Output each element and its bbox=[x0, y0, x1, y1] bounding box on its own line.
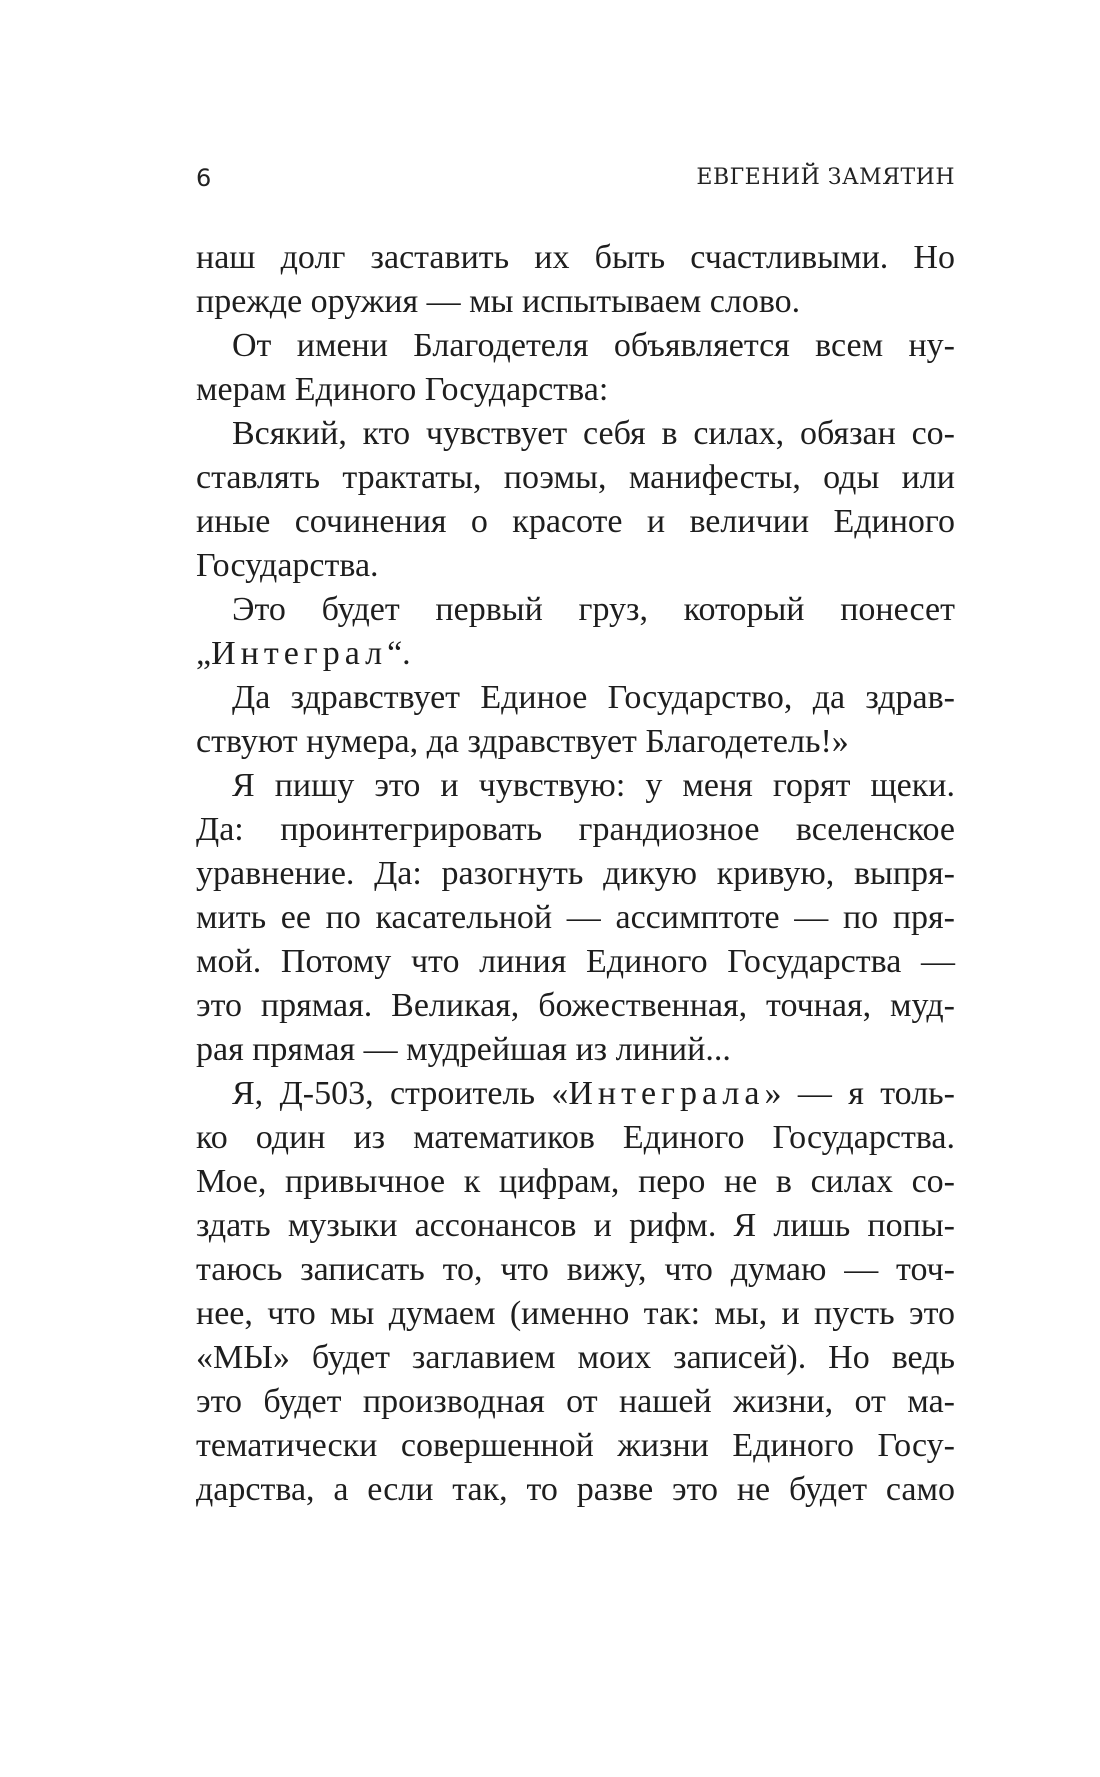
text-line: Я пишу это и чувствую: у меня горят щеки. bbox=[232, 767, 955, 804]
text-line: Это будет первый груз, который понесет bbox=[232, 591, 955, 628]
text-line: ко один из математиков Единого Государства. bbox=[196, 1119, 955, 1156]
text-line: Всякий, кто чувствует себя в силах, обязан со- bbox=[232, 415, 955, 452]
text-line: наш долг заставить их быть счастливыми. Но bbox=[196, 239, 955, 276]
text-line: ставлять трактаты, поэмы, манифесты, оды или bbox=[196, 459, 955, 496]
text-line: мерам Единого Государства: bbox=[196, 371, 609, 408]
text-line: Государства. bbox=[196, 547, 379, 584]
text-line: рая прямая — мудрейшая из линий... bbox=[196, 1031, 731, 1068]
text-line: „Интеграл“. bbox=[196, 635, 411, 672]
text-line: нее, что мы думаем (именно так: мы, и пусть это bbox=[196, 1295, 955, 1332]
text-line: дарства, а если так, то разве это не будет само bbox=[196, 1471, 955, 1508]
emphasized-word: Интеграла bbox=[568, 1075, 765, 1112]
text-line: иные сочинения о красоте и величии Единого bbox=[196, 503, 955, 540]
emphasized-word: Интеграл bbox=[211, 635, 388, 672]
text-line: мить ее по касательной — ассимптоте — по пря- bbox=[196, 899, 955, 936]
text-line: уравнение. Да: разогнуть дикую кривую, выпря- bbox=[196, 855, 955, 892]
text-line: прежде оружия — мы испытываем слово. bbox=[196, 283, 801, 320]
page-number: 6 bbox=[196, 164, 212, 192]
text-line: «МЫ» будет заглавием моих записей). Но ведь bbox=[196, 1339, 955, 1376]
running-head bbox=[196, 160, 955, 196]
text-line: здать музыки ассонансов и рифм. Я лишь попы- bbox=[196, 1207, 955, 1244]
text-line: Я, Д-503, строитель «Интеграла» — я толь- bbox=[232, 1075, 955, 1112]
body-text bbox=[196, 236, 955, 1512]
text-line: тематически совершенной жизни Единого Госу- bbox=[196, 1427, 955, 1464]
text-line: ствуют нумера, да здравствует Благодетель!» bbox=[196, 723, 849, 760]
text-line: это будет производная от нашей жизни, от ма- bbox=[196, 1383, 955, 1420]
text-line: Мое, привычное к цифрам, перо не в силах со- bbox=[196, 1163, 955, 1200]
author-name-header: ЕВГЕНИЙ ЗАМЯТИН bbox=[696, 165, 955, 190]
text-line: это прямая. Великая, божественная, точная, муд- bbox=[196, 987, 955, 1024]
text-line: Да: проинтегрировать грандиозное вселенское bbox=[196, 811, 955, 848]
text-line: таюсь записать то, что вижу, что думаю — точ- bbox=[196, 1251, 955, 1288]
text-line: мой. Потому что линия Единого Государства — bbox=[196, 943, 955, 980]
text-line: От имени Благодетеля объявляется всем ну- bbox=[232, 327, 955, 364]
text-line: Да здравствует Единое Государство, да здрав- bbox=[232, 679, 955, 716]
